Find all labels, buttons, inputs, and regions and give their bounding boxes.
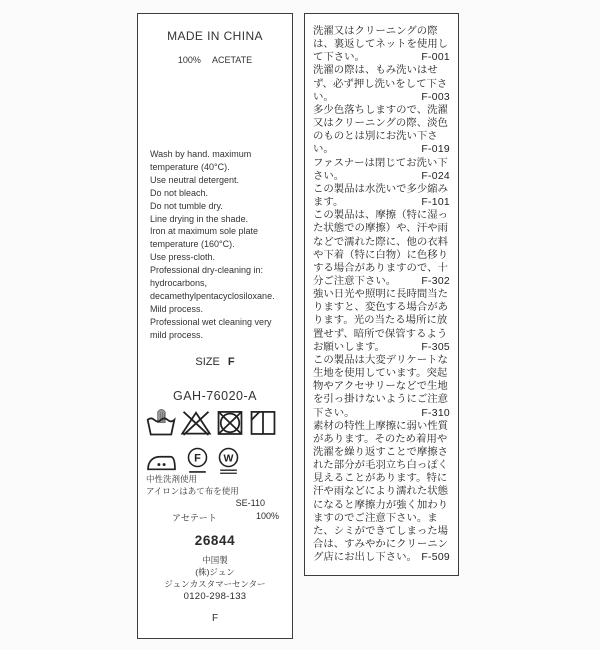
size-row <box>138 356 292 368</box>
care-note-paragraph: 素材の特性上摩擦に弱い性質があります。そのため着用や洗濯を繰り返すことで摩擦された部分が毛羽立ち白っぽく見えることがあります。特に汗や雨などにより濡れた状態になると摩擦力が強く加わりますのでご注意下さい。また、シミができてしまった場合は、すみやかにクリーニング店にお出し下さい。 F-509 <box>313 420 450 564</box>
care-symbols-row-1 <box>145 408 292 437</box>
care-note-paragraph: ファスナーは閉じてお洗い下さい。 F-024 <box>313 157 450 182</box>
note-iron-cloth: アイロンはあて布を使用 <box>146 486 239 496</box>
english-care-instructions <box>150 148 288 342</box>
care-instruction-line: Use neutral detergent. <box>150 174 240 185</box>
right-care-label <box>304 13 459 576</box>
wet-clean-w-very-mild-icon <box>217 447 240 475</box>
care-instruction-line: Professional dry-cleaning in: <box>150 265 264 276</box>
left-care-label <box>137 13 293 639</box>
care-note-code: F-001 <box>421 52 450 64</box>
care-instruction-line: Mild process. <box>150 303 204 314</box>
dry-clean-f-mild-icon <box>186 447 209 475</box>
size-bottom: F <box>211 613 219 624</box>
care-note-code: F-310 <box>421 407 450 419</box>
composition-percentage: 100% <box>177 55 201 65</box>
care-note-paragraph: 多少色落ちしますので、洗濯又はクリーニングの際、淡色のものとは別にお洗い下さい。 F-019 <box>313 104 450 156</box>
size-value: F <box>227 356 235 368</box>
material-name-jp: アセテート <box>172 513 217 523</box>
care-instruction-line: Line drying in the shade. <box>150 213 249 224</box>
care-note-code: F-305 <box>421 341 450 353</box>
do-not-tumble-dry-icon <box>215 408 245 437</box>
material-percentage: 100% <box>255 511 279 521</box>
care-instruction-line: mild process. <box>150 329 204 340</box>
care-instruction-line: Do not tumble dry. <box>150 200 223 211</box>
care-instruction-line: Professional wet cleaning very <box>150 316 272 327</box>
hand-wash-icon <box>145 408 177 437</box>
svg-text:W: W <box>223 452 234 465</box>
material-row <box>138 511 292 524</box>
care-note-code: F-509 <box>421 552 450 564</box>
care-note-paragraph: この製品は大変デリケートな生地を使用しています。突起物やアクセサリーなどで生地を引っ掛けないようにご注意下さい。 F-310 <box>313 354 450 419</box>
care-instruction-line: Wash by hand. maximum <box>150 149 252 159</box>
note-neutral-detergent: 中性洗剤使用 <box>146 474 198 484</box>
item-number: 26844 <box>194 533 236 548</box>
care-note-paragraph: 強い日光や照明に長時間当たりますと、変色する場合があります。光の当たる場所に放置せず、暗所で保管するようお願いします。 F-305 <box>313 289 450 353</box>
care-note-code: F-101 <box>421 197 450 209</box>
country-of-origin-jp: 中国製 <box>202 555 228 565</box>
care-note-paragraph: 洗濯又はクリーニングの際は、裏返してネットを使用して下さい。 F-001 <box>313 26 450 64</box>
iron-two-dots-icon <box>145 450 178 473</box>
care-note-code: F-024 <box>421 170 450 182</box>
care-instruction-line: temperature (160°C). <box>150 239 235 250</box>
company-name: (株)ジュン <box>195 567 235 577</box>
care-instruction-line: Iron at maximum sole plate <box>150 226 259 237</box>
care-instruction-line: decamethylpentacyclosiloxane. <box>150 290 275 301</box>
care-instruction-line: hydrocarbons, <box>150 278 208 289</box>
composition-line <box>138 55 292 65</box>
care-note-paragraph: この製品は、摩擦（特に湿った状態での摩擦）や、汗や雨などで濡れた際に、他の衣料や下着（特に白物）に色移りする場合がありますので、十分ご注意下さい。 F-302 <box>313 210 450 287</box>
product-code: GAH-76020-A <box>172 389 257 403</box>
care-note-code: F-019 <box>421 144 450 156</box>
care-note-code: F-003 <box>421 91 450 103</box>
care-symbols-row-2 <box>145 447 292 475</box>
composition-material: ACETATE <box>211 55 253 65</box>
japanese-care-notes <box>305 14 458 564</box>
care-instruction-line: Do not bleach. <box>150 187 209 198</box>
care-note-paragraph: この製品は水洗いで多少縮みます。 F-101 <box>313 183 450 209</box>
size-label: SIZE <box>195 356 220 368</box>
care-instruction-line: temperature (40°C). <box>150 161 230 172</box>
line-dry-in-shade-icon <box>248 408 278 437</box>
care-note-code: F-302 <box>421 275 450 287</box>
do-not-bleach-icon <box>180 408 212 437</box>
customer-center-phone: 0120-298-133 <box>183 591 247 602</box>
care-note-paragraph: 洗濯の際は、もみ洗いはせず、必ず押し洗いをして下さい。 F-003 <box>313 65 450 103</box>
care-instruction-line: Use press-cloth. <box>150 252 216 263</box>
made-in-text: MADE IN CHINA <box>167 29 263 43</box>
se-code: SE-110 <box>235 498 265 508</box>
svg-text:F: F <box>194 452 201 465</box>
customer-center-name: ジュンカスタマーセンター <box>164 579 266 589</box>
